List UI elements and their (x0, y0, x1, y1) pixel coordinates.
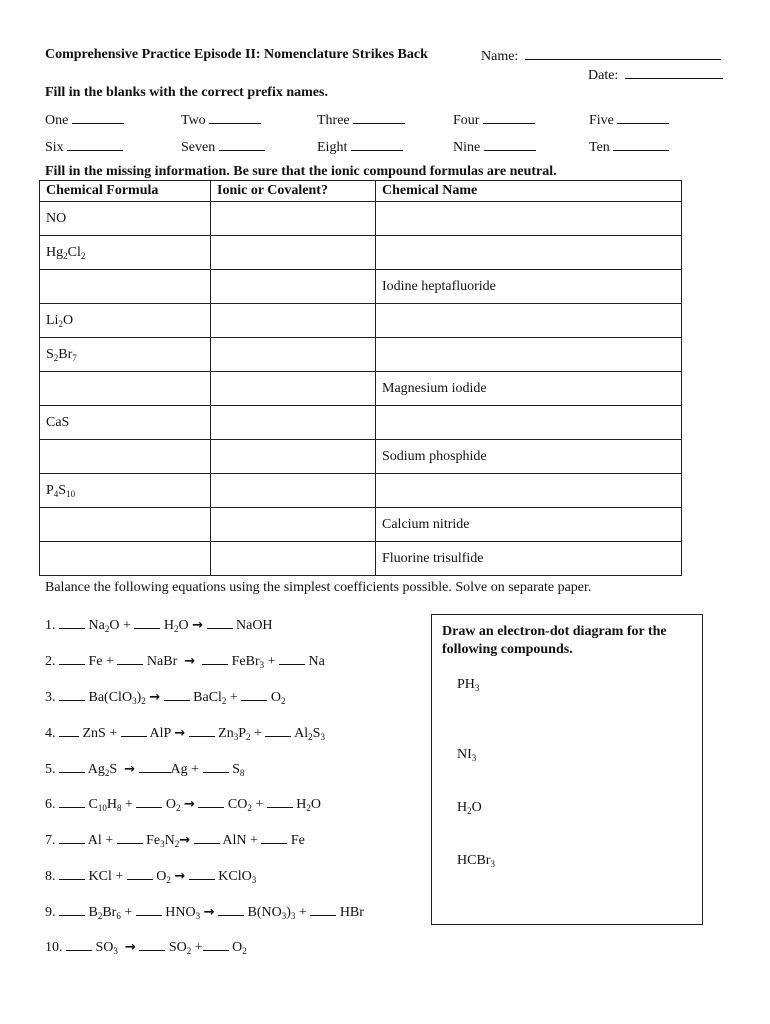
equation-1: 1. $Na_2O + H_2O$ → NaOH (45, 618, 273, 634)
prefix-instruction: Fill in the blanks with the correct prefix names. (45, 85, 328, 100)
table-header-row (40, 181, 682, 202)
name-cell[interactable] (376, 338, 682, 372)
formula-cell[interactable] (40, 270, 211, 304)
compound-ni3: $NI_3$ (457, 747, 477, 763)
table-row (40, 542, 682, 576)
equation-4: 4. ZnS + AlP → $Zn_3P_2 + Al_2S_3$ (45, 726, 325, 742)
type-cell[interactable] (211, 304, 376, 338)
coefficient-blank[interactable] (136, 903, 162, 916)
equation-7: 7. $Al + Fe_3N_2\to$ AlN + Fe (45, 833, 305, 849)
table-row (40, 236, 682, 270)
name-blank[interactable] (525, 47, 721, 60)
prefix-item[interactable]: Three (317, 111, 405, 129)
coefficient-blank[interactable] (189, 724, 215, 737)
prefix-item[interactable]: Eight (317, 138, 403, 156)
type-cell[interactable] (211, 270, 376, 304)
equation-2: 2. Fe + NaBr → FeBr$_3$ + Na (45, 654, 325, 670)
name-cell[interactable] (376, 474, 682, 508)
name-cell[interactable] (376, 406, 682, 440)
table-row (40, 406, 682, 440)
coefficient-blank[interactable] (189, 867, 215, 880)
coefficient-blank[interactable] (207, 616, 233, 629)
prefix-item[interactable]: Six (45, 138, 123, 156)
type-cell[interactable] (211, 372, 376, 406)
table-row (40, 202, 682, 236)
date-field[interactable] (588, 66, 723, 84)
formula-cell[interactable] (40, 508, 211, 542)
coefficient-blank[interactable] (59, 616, 85, 629)
name-field[interactable] (481, 47, 721, 65)
electron-dot-box[interactable] (431, 614, 703, 925)
coefficient-blank[interactable] (241, 688, 267, 701)
coefficient-blank[interactable] (134, 616, 160, 629)
coefficient-blank[interactable] (59, 652, 85, 665)
prefix-item[interactable]: Seven (181, 138, 265, 156)
table-row (40, 338, 682, 372)
equation-8: 8. KCl + $O_2$ → KClO$_3$ (45, 869, 257, 885)
coefficient-blank[interactable] (59, 688, 85, 701)
formula-cell[interactable]: $P_4S_{10}$ (40, 474, 211, 508)
type-cell[interactable] (211, 236, 376, 270)
coefficient-blank[interactable] (203, 938, 229, 951)
coefficient-blank[interactable] (117, 652, 143, 665)
table-row (40, 372, 682, 406)
coefficient-blank[interactable] (164, 688, 190, 701)
coefficient-blank[interactable] (59, 867, 85, 880)
reaction-arrow-icon: → (174, 726, 186, 741)
date-label: Date: (588, 68, 619, 83)
coefficient-blank[interactable] (59, 760, 85, 773)
formula-cell[interactable]: $Hg_2Cl_2$ (40, 236, 211, 270)
equation-3: 3. $Ba(ClO_3)_2$ → BaCl$_2$ + $O_2$ (45, 690, 286, 706)
table-instruction: Fill in the missing information. Be sure that the ionic compound formulas are neutral. (45, 164, 557, 179)
coefficient-blank[interactable] (279, 652, 305, 665)
reaction-arrow-icon: → (124, 940, 136, 955)
compound-ph3: $PH_3$ (457, 677, 480, 693)
name-label: Name: (481, 49, 519, 64)
coefficient-blank[interactable] (121, 724, 147, 737)
reaction-arrow-icon: → (192, 618, 203, 633)
header-chemical-formula: Chemical Formula (40, 181, 211, 202)
name-cell[interactable]: Iodine heptafluoride (376, 270, 682, 304)
table-row (40, 440, 682, 474)
coefficient-blank[interactable] (310, 903, 336, 916)
formula-cell[interactable] (40, 372, 211, 406)
coefficient-blank[interactable] (139, 938, 165, 951)
compound-h2o: $H_2O$ (457, 800, 482, 816)
prefix-item[interactable]: One (45, 111, 124, 129)
reaction-arrow-icon: → (124, 762, 136, 777)
nomenclature-table (39, 180, 682, 576)
name-cell[interactable] (376, 304, 682, 338)
formula-cell[interactable]: $Li_2O$ (40, 304, 211, 338)
formula-cell[interactable]: $S_2Br_7$ (40, 338, 211, 372)
table-row (40, 304, 682, 338)
type-cell[interactable] (211, 202, 376, 236)
equation-10: 10. $SO_3 \to SO_2 + O_2$ (45, 940, 247, 956)
coefficient-blank[interactable] (202, 652, 228, 665)
type-cell[interactable] (211, 406, 376, 440)
worksheet-title: Comprehensive Practice Episode II: Nomenclature Strikes Back (45, 47, 428, 62)
table-row (40, 508, 682, 542)
formula-cell[interactable] (40, 542, 211, 576)
formula-cell[interactable] (40, 440, 211, 474)
name-cell[interactable]: Fluorine trisulfide (376, 542, 682, 576)
coefficient-blank[interactable] (203, 760, 229, 773)
coefficient-blank[interactable] (136, 795, 162, 808)
prefix-item[interactable]: Five (589, 111, 669, 129)
type-cell[interactable] (211, 474, 376, 508)
type-cell[interactable] (211, 338, 376, 372)
reaction-arrow-icon: → (184, 797, 195, 812)
type-cell[interactable] (211, 440, 376, 474)
formula-cell[interactable]: CaS (40, 406, 211, 440)
coefficient-blank[interactable] (267, 795, 293, 808)
reaction-arrow-icon: → (174, 869, 186, 884)
name-cell[interactable]: Sodium phosphide (376, 440, 682, 474)
formula-cell[interactable]: NO (40, 202, 211, 236)
prefix-item[interactable]: Four (453, 111, 535, 129)
date-blank[interactable] (625, 66, 723, 79)
coefficient-blank[interactable] (265, 724, 291, 737)
coefficient-blank[interactable] (139, 760, 171, 773)
header-ionic-or-covalent: Ionic or Covalent? (211, 181, 376, 202)
coefficient-blank[interactable] (117, 831, 143, 844)
table-row (40, 270, 682, 304)
name-cell[interactable] (376, 236, 682, 270)
coefficient-blank[interactable] (59, 903, 85, 916)
coefficient-blank[interactable] (59, 724, 79, 737)
coefficient-blank[interactable] (218, 903, 244, 916)
reaction-arrow-icon: → (203, 905, 215, 920)
coefficient-blank[interactable] (127, 867, 153, 880)
equation-5: 5. $Ag_2S \to Ag + S_8$ (45, 762, 245, 778)
electron-dot-title: Draw an electron-dot diagram for the following compounds. (442, 624, 667, 657)
reaction-arrow-icon: → (179, 833, 191, 848)
coefficient-blank[interactable] (261, 831, 287, 844)
prefix-item[interactable]: Ten (589, 138, 669, 156)
compound-hcbr3: HCBr$_3$ (457, 853, 495, 869)
coefficient-blank[interactable] (59, 795, 85, 808)
prefix-item[interactable]: Two (181, 111, 261, 129)
name-cell[interactable] (376, 202, 682, 236)
prefix-item[interactable]: Nine (453, 138, 536, 156)
type-cell[interactable] (211, 542, 376, 576)
coefficient-blank[interactable] (66, 938, 92, 951)
coefficient-blank[interactable] (198, 795, 224, 808)
balance-instruction: Balance the following equations using the simplest coefficients possible. Solve on separate paper. (45, 580, 592, 595)
equation-9: 9. $B_2Br_6 + HNO_3 \to B(NO_3)_3$ + HBr (45, 905, 364, 921)
table-row (40, 474, 682, 508)
coefficient-blank[interactable] (59, 831, 85, 844)
name-cell[interactable]: Magnesium iodide (376, 372, 682, 406)
equation-6: 6. $C_{10}H_8 + O_2 \to CO_2 + H_2O$ (45, 797, 322, 813)
reaction-arrow-icon: → (149, 690, 161, 705)
name-cell[interactable]: Calcium nitride (376, 508, 682, 542)
reaction-arrow-icon: → (184, 654, 196, 669)
header-chemical-name: Chemical Name (376, 181, 682, 202)
coefficient-blank[interactable] (194, 831, 220, 844)
type-cell[interactable] (211, 508, 376, 542)
